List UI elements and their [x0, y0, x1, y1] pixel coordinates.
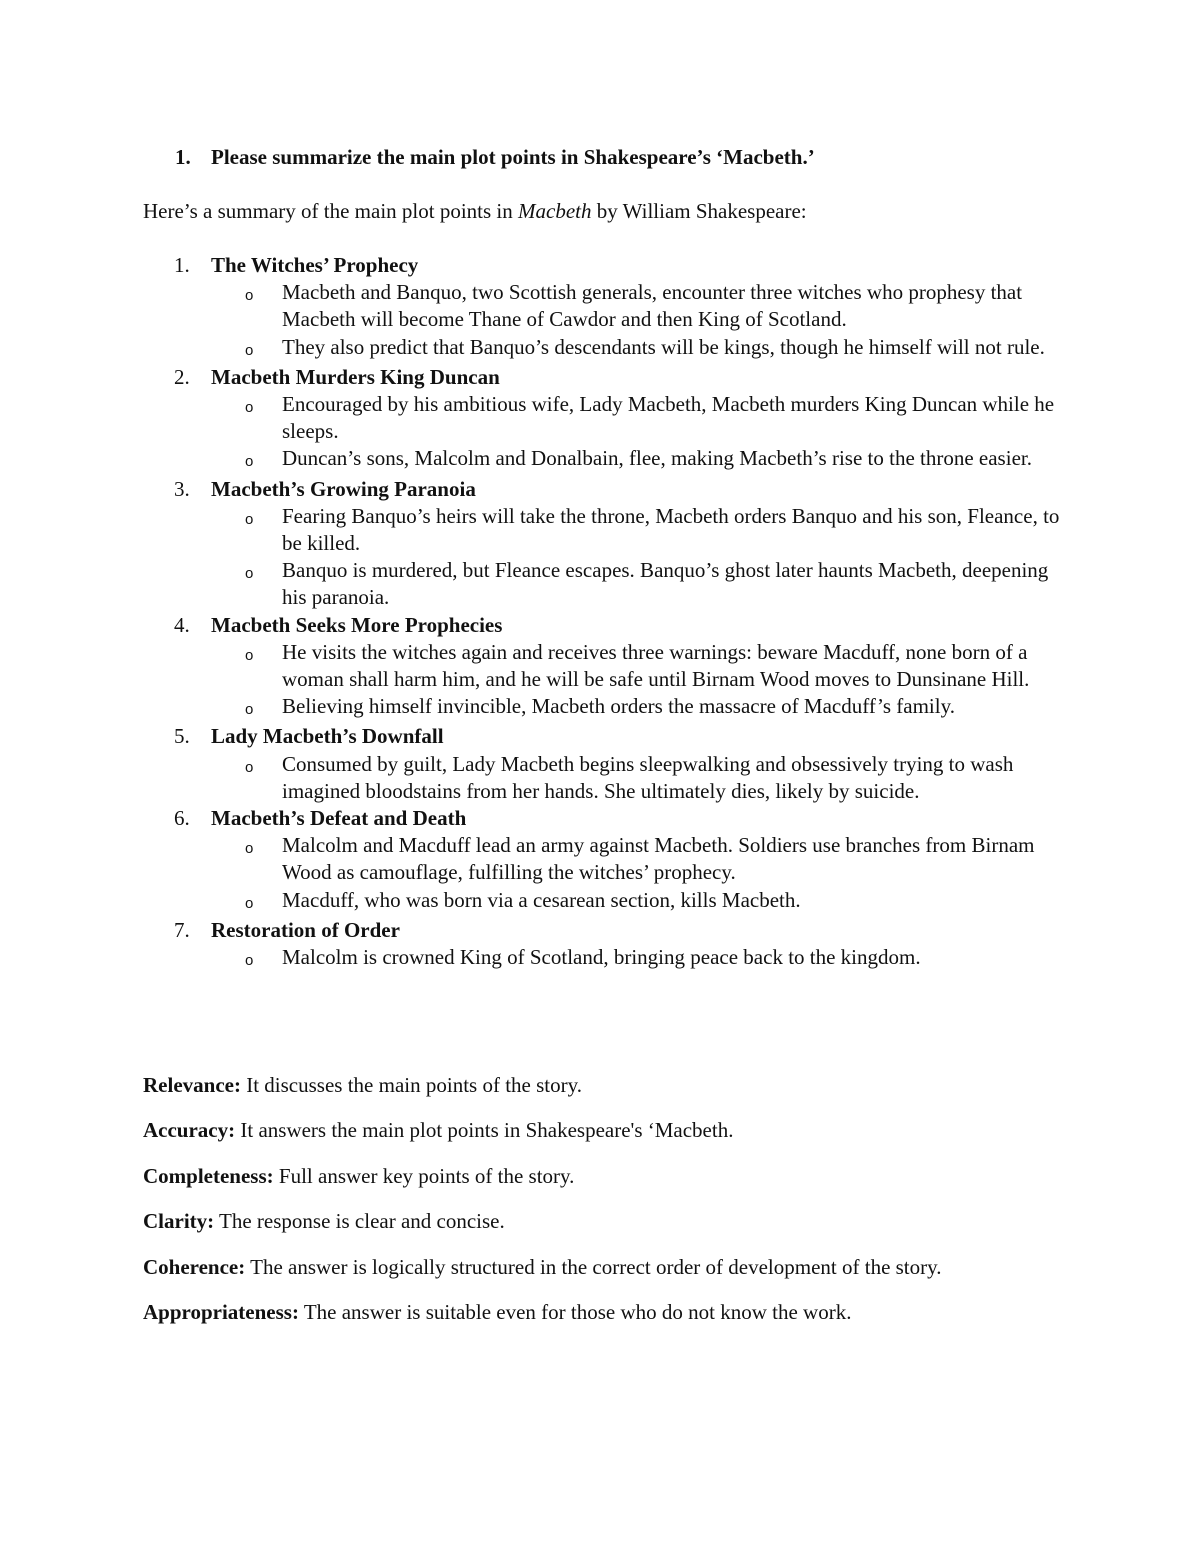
plot-point-number: 6. [174, 806, 190, 831]
bullet-text: They also predict that Banquo’s descendants will be kings, though he himself will not rule. [282, 334, 1045, 359]
plot-point [174, 723, 1074, 805]
plot-point-heading [174, 917, 1074, 944]
criterion-text: The answer is logically structured in the correct order of development of the story. [245, 1254, 942, 1279]
plot-point-number: 3. [174, 476, 190, 501]
plot-point [174, 917, 1074, 974]
plot-point [174, 476, 1074, 612]
intro-text-after: by William Shakespeare: [591, 199, 807, 223]
bullet-text: Malcolm is crowned King of Scotland, bringing peace back to the kingdom. [282, 945, 921, 970]
plot-point-bullets [174, 503, 1074, 612]
plot-point [174, 364, 1074, 476]
bullet-marker: o [245, 399, 254, 417]
list-item [174, 639, 1074, 693]
plot-point-title: Macbeth Seeks More Prophecies [211, 612, 503, 637]
bullet-marker: o [245, 287, 254, 305]
list-item [174, 279, 1074, 333]
plot-point-bullets [174, 279, 1074, 364]
list-item [174, 445, 1074, 475]
plot-point [174, 252, 1074, 364]
criterion-line [143, 1254, 1123, 1281]
bullet-text: Macduff, who was born via a cesarean section, kills Macbeth. [282, 887, 801, 912]
criterion-line [143, 1208, 1123, 1235]
plot-point-number: 5. [174, 724, 190, 749]
criterion-label: Appropriateness: [143, 1299, 299, 1324]
bullet-text: Encouraged by his ambitious wife, Lady Macbeth, Macbeth murders King Duncan while he sleeps. [282, 392, 1055, 444]
plot-point-heading [174, 476, 1074, 503]
plot-point-title: Macbeth Murders King Duncan [211, 364, 500, 389]
question-text: Please summarize the main plot points in Shakespeare’s ‘Macbeth.’ [211, 145, 815, 169]
plot-point-heading [174, 364, 1074, 391]
criterion-text: The response is clear and concise. [214, 1209, 505, 1234]
bullet-text: Consumed by guilt, Lady Macbeth begins sleepwalking and obsessively trying to wash imagined bloodstains from her hands. She ultimately dies, likely by suicide. [282, 751, 1014, 803]
criterion-text: It discusses the main points of the story. [240, 1073, 582, 1097]
bullet-marker: o [245, 341, 254, 359]
criterion-text: It answers the main plot points in Shakespeare's ‘Macbeth. [235, 1118, 734, 1143]
criterion-line [143, 1072, 1123, 1099]
criterion-label: Relevance: [143, 1073, 241, 1097]
criterion-label: Accuracy: [143, 1118, 236, 1143]
bullet-text: Believing himself invincible, Macbeth orders the massacre of Macduff’s family. [282, 694, 955, 719]
list-item [174, 944, 1074, 974]
bullet-marker: o [245, 453, 254, 471]
criterion-line [143, 1299, 1123, 1326]
list-item [174, 503, 1074, 557]
plot-point-number: 2. [174, 364, 190, 389]
plot-points-list [174, 252, 1074, 974]
criterion-label: Coherence: [143, 1254, 246, 1279]
bullet-marker: o [245, 646, 254, 664]
plot-point-heading [174, 723, 1074, 750]
plot-point [174, 612, 1074, 724]
bullet-text: Malcolm and Macduff lead an army against Macbeth. Soldiers use branches from Birnam Wood as camouflage, fulfilling the witches’ prophecy. [282, 833, 1035, 885]
list-item [174, 751, 1074, 805]
criterion-text: The answer is suitable even for those who do not know the work. [298, 1299, 852, 1324]
plot-point-heading [174, 252, 1074, 279]
plot-point [174, 805, 1074, 917]
plot-point-bullets [174, 639, 1074, 724]
criterion-label: Completeness: [143, 1163, 274, 1188]
plot-point-title: Lady Macbeth’s Downfall [211, 724, 444, 749]
list-item [174, 887, 1074, 917]
bullet-marker: o [245, 952, 254, 970]
criterion-line [143, 1163, 1123, 1190]
criterion-text: Full answer key points of the story. [273, 1163, 575, 1188]
plot-point-heading [174, 805, 1074, 832]
criterion-line [143, 1117, 1123, 1144]
bullet-text: Fearing Banquo’s heirs will take the throne, Macbeth orders Banquo and his son, Fleance, to be killed. [282, 503, 1060, 556]
intro-paragraph [143, 198, 807, 225]
plot-point-title: Restoration of Order [211, 917, 400, 942]
evaluation-criteria [143, 1072, 1123, 1344]
plot-point-title: The Witches’ Prophecy [211, 253, 419, 277]
plot-point-bullets [174, 832, 1074, 917]
question-number: 1. [175, 145, 191, 169]
list-item [174, 557, 1074, 611]
list-item [174, 693, 1074, 723]
bullet-text: Macbeth and Banquo, two Scottish generals, encounter three witches who prophesy that Macbeth will become Thane of Cawdor and then King of Scotland. [282, 280, 1023, 332]
plot-point-title: Macbeth’s Defeat and Death [211, 806, 467, 831]
bullet-marker: o [245, 758, 254, 776]
list-item [174, 832, 1074, 886]
plot-point-bullets [174, 944, 1074, 974]
criterion-label: Clarity: [143, 1209, 215, 1234]
question-heading [175, 144, 815, 171]
intro-work-title: Macbeth [518, 199, 592, 223]
plot-point-bullets [174, 391, 1074, 476]
plot-point-heading [174, 612, 1074, 639]
list-item [174, 391, 1074, 445]
plot-point-bullets [174, 751, 1074, 805]
plot-point-number: 7. [174, 917, 190, 942]
bullet-marker: o [245, 840, 254, 858]
plot-point-title: Macbeth’s Growing Paranoia [211, 476, 476, 501]
plot-point-number: 1. [174, 253, 190, 277]
list-item [174, 334, 1074, 364]
bullet-marker: o [245, 894, 254, 912]
bullet-text: Duncan’s sons, Malcolm and Donalbain, flee, making Macbeth’s rise to the throne easier. [282, 446, 1032, 471]
bullet-text: He visits the witches again and receives three warnings: beware Macduff, none born of a woman shall harm him, and he will be safe until Birnam Wood moves to Dunsinane Hill. [282, 639, 1030, 692]
intro-text-before: Here’s a summary of the main plot points in [143, 199, 519, 223]
bullet-marker: o [245, 510, 254, 528]
bullet-marker: o [245, 701, 254, 719]
bullet-text: Banquo is murdered, but Fleance escapes. Banquo’s ghost later haunts Macbeth, deepening his paranoia. [282, 558, 1049, 610]
bullet-marker: o [245, 565, 254, 583]
plot-point-number: 4. [174, 612, 190, 637]
